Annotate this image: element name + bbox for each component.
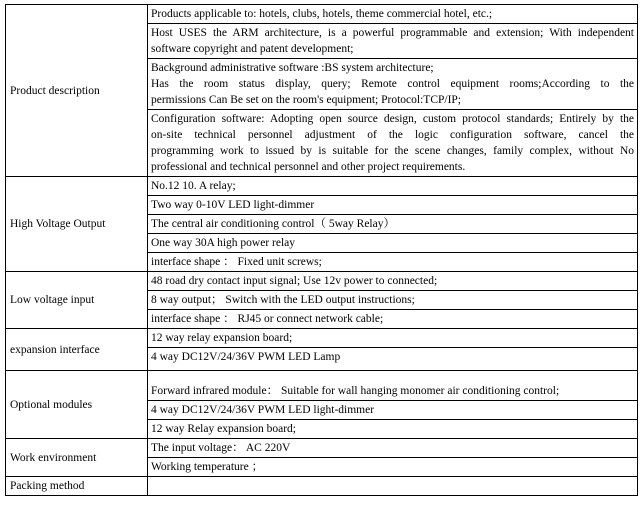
high-voltage-output-item: One way 30A high power relay — [148, 234, 638, 253]
table-row — [6, 329, 638, 348]
high-voltage-output-item: The central air conditioning control（ 5way Relay） — [148, 215, 638, 234]
product-description-cell — [148, 24, 638, 59]
low-voltage-input-item: 8 way output； Switch with the LED output instructions; — [148, 291, 638, 310]
work-environment-label: Work environment — [6, 439, 148, 477]
table-row — [6, 477, 638, 496]
optional-modules-item: Forward infrared module： Suitable for wall hanging monomer air conditioning control; — [148, 371, 638, 401]
high-voltage-output-label: High Voltage Output — [6, 177, 148, 272]
product-description-label: Product description — [6, 5, 148, 177]
spec-table — [5, 4, 638, 496]
product-description-line: software copyright and patent development; — [151, 43, 354, 55]
product-description-line: Host USES the ARM architecture, is a powerful programmable and extension; With independent — [151, 27, 634, 39]
product-description-line: Products applicable to: hotels, clubs, hotels, theme commercial hotel, etc.; — [148, 5, 638, 24]
optional-modules-item: 12 way Relay expansion board; — [148, 420, 638, 439]
work-environment-item: Working temperature ； — [148, 458, 638, 477]
product-description-line: Background administrative software :BS system architecture; — [151, 62, 434, 74]
product-description-cell — [148, 110, 638, 177]
product-description-line: programming work to issued by is suitable for the scene changes, family complex, without No — [151, 145, 634, 157]
table-row — [6, 177, 638, 196]
product-description-line: on-site technical personnel adjustment of the logic configuration software, cancel the — [151, 129, 634, 141]
product-description-line: Configuration software: Adopting open source design, custom protocol standards; Entirely by the — [151, 113, 634, 125]
table-row — [6, 5, 638, 24]
low-voltage-input-item: 48 road dry contact input signal; Use 12v power to connected; — [148, 272, 638, 291]
work-environment-item: The input voltage： AC 220V — [148, 439, 638, 458]
low-voltage-input-label: Low voltage input — [6, 272, 148, 329]
expansion-interface-item: 4 way DC12V/24/36V PWM LED Lamp — [148, 348, 638, 371]
packing-method-label: Packing method — [6, 477, 148, 496]
high-voltage-output-item: Two way 0-10V LED light-dimmer — [148, 196, 638, 215]
product-description-cell — [148, 59, 638, 110]
table-row — [6, 371, 638, 401]
expansion-interface-label: expansion interface — [6, 329, 148, 371]
expansion-interface-item: 12 way relay expansion board; — [148, 329, 638, 348]
packing-method-value — [148, 477, 638, 496]
optional-modules-item: 4 way DC12V/24/36V PWM LED light-dimmer — [148, 401, 638, 420]
product-description-line: permissions Can Be set on the room's equipment; Protocol:TCP/IP; — [151, 94, 462, 106]
product-description-line: professional and technical personnel and other project requirements. — [151, 161, 466, 173]
product-description-line: Has the room status display, query; Remote control equipment rooms;According to the — [151, 78, 634, 90]
table-row — [6, 439, 638, 458]
low-voltage-input-item: interface shape ： RJ45 or connect network cable; — [148, 310, 638, 329]
high-voltage-output-item: No.12 10. A relay; — [148, 177, 638, 196]
optional-modules-label: Optional modules — [6, 371, 148, 439]
high-voltage-output-item: interface shape ： Fixed unit screws; — [148, 253, 638, 272]
table-row — [6, 272, 638, 291]
